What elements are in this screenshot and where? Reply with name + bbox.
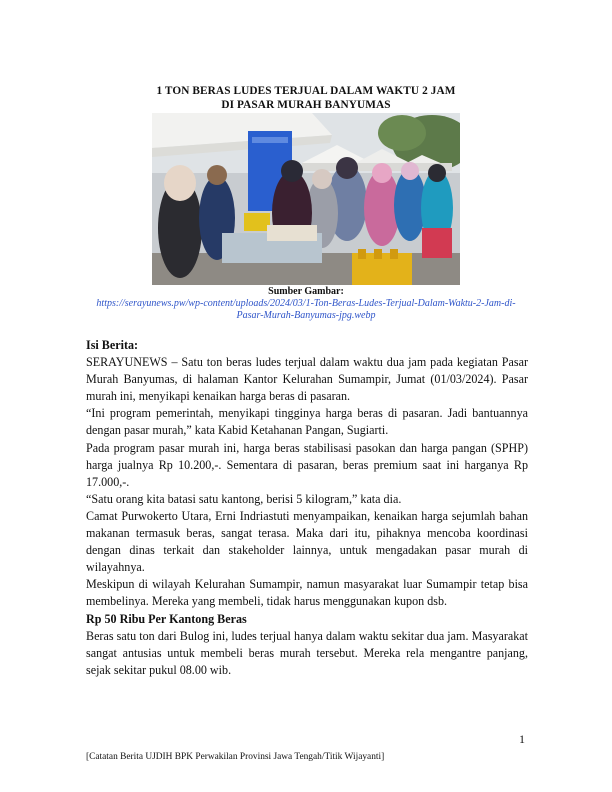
footer-note: [Catatan Berita UJDIH BPK Perwakilan Provinsi Jawa Tengah/Titik Wijayanti] xyxy=(86,752,385,762)
paragraph: Meskipun di wilayah Kelurahan Sumampir, namun masyarakat luar Sumampir tetap bisa membelinya. Mereka yang membeli, tidak harus menggunakan kupon dsb. xyxy=(86,577,528,609)
title-line-2: DI PASAR MURAH BANYUMAS xyxy=(221,99,391,111)
paragraph: “Ini program pemerintah, menyikapi tingginya harga beras di pasaran. Jadi bantuannya dengan pasar murah,” kata Kabid Ketahanan Pangan, Sugiarti. xyxy=(86,406,528,438)
paragraph: Camat Purwokerto Utara, Erni Indriastuti menyampaikan, kenaikan harga sejumlah bahan makanan termasuk beras, sangat terasa. Maka dari itu, pihaknya mencoba koordinasi dengan dinas terkait dan stakeholder lainnya, untuk mengadakan pasar murah di wilayahnya. xyxy=(86,508,528,575)
paragraph: Pada program pasar murah ini, harga beras stabilisasi pasokan dan harga pangan (SPHP) harga jualnya Rp 10.200,-. Sementara di pasaran, beras premium saat ini harganya Rp 17.000,-. xyxy=(86,440,528,489)
source-url-line-2[interactable]: Pasar-Murah-Banyumas-jpg.webp xyxy=(236,310,376,321)
document-title xyxy=(0,84,612,112)
paragraph: Beras satu ton dari Bulog ini, ludes terjual hanya dalam waktu sekitar dua jam. Masyarakat sangat antusias untuk membeli beras murah tersebut. Mereka rela mengantre panjang, sejak sekitar pukul 08.00 wib. xyxy=(86,628,528,677)
news-photo xyxy=(152,113,460,285)
section-heading: Isi Berita: xyxy=(86,338,139,352)
paragraph: “Satu orang kita batasi satu kantong, berisi 5 kilogram,” kata dia. xyxy=(86,491,402,506)
image-caption xyxy=(0,286,612,322)
paragraph: SERAYUNEWS – Satu ton beras ludes terjual dalam waktu dua jam pada kegiatan Pasar Murah Banyumas, di halaman Kantor Kelurahan Sumampir, Jumat (01/03/2024). Pasar murah ini, menyikapi kenaikan harga beras di pasaran. xyxy=(86,355,528,404)
caption-label: Sumber Gambar: xyxy=(268,286,344,297)
page-number: 1 xyxy=(519,732,525,746)
article-body xyxy=(86,337,528,679)
subheading: Rp 50 Ribu Per Kantong Beras xyxy=(86,611,247,626)
title-line-1: 1 TON BERAS LUDES TERJUAL DALAM WAKTU 2 JAM xyxy=(156,85,456,97)
source-url-line-1[interactable]: https://serayunews.pw/wp-content/uploads/2024/03/1-Ton-Beras-Ludes-Terjual-Dalam-Waktu-2-Jam-di- xyxy=(96,298,516,309)
